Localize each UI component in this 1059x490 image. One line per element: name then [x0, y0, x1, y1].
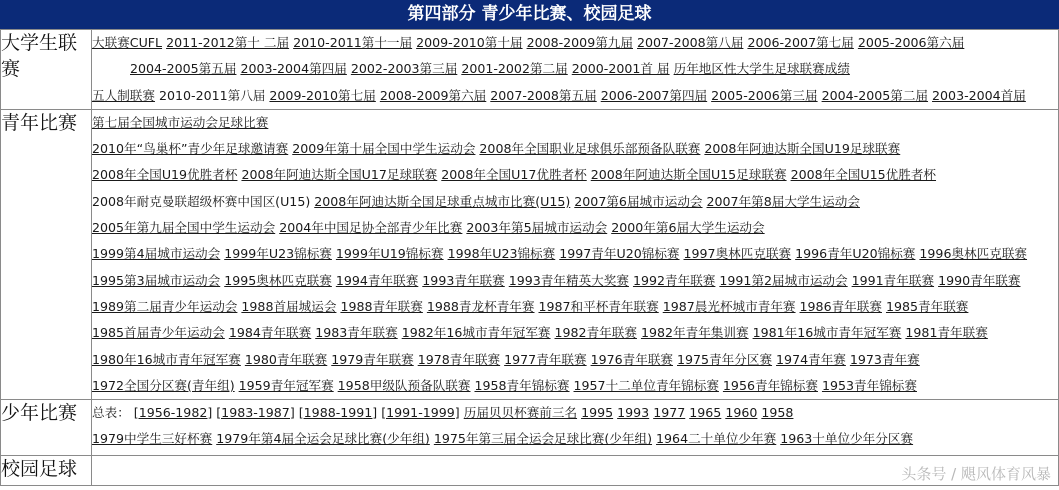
competition-link[interactable]: 1988青龙杯青年赛	[426, 298, 535, 314]
competition-link[interactable]: 1984青年联赛	[228, 325, 312, 341]
competition-link[interactable]: 1977	[653, 405, 686, 421]
section-row	[1, 400, 1059, 456]
competition-link[interactable]: 1975年第三届全运会足球比赛(少年组)	[433, 431, 653, 447]
competition-link[interactable]: 1978青年联赛	[417, 351, 501, 367]
section-banner: 第四部分 青少年比赛、校园足球	[0, 0, 1059, 29]
competition-link[interactable]: 2007-2008第八届	[637, 35, 744, 50]
competition-link[interactable]: 1988青年联赛	[340, 298, 423, 314]
competition-link[interactable]: 1992青年联赛	[632, 272, 716, 288]
competition-link[interactable]: 1990青年联赛	[938, 272, 1021, 288]
competition-link[interactable]: 2006-2007第七届	[747, 35, 854, 50]
competition-link[interactable]: 2008年全国U17优胜者杯	[441, 167, 587, 183]
competition-link[interactable]: 1972全国分区赛(青年组)	[92, 377, 235, 393]
competition-link[interactable]: 2005年第九届全国中学生运动会	[92, 220, 276, 236]
competition-link[interactable]: 1976青年联赛	[590, 351, 674, 367]
competition-link[interactable]: 2003-2004第四届	[240, 61, 347, 77]
competition-link[interactable]: 2008年全国职业足球俱乐部预备队联赛	[479, 141, 701, 157]
link-line	[92, 215, 1058, 241]
competition-link[interactable]: 2004-2005第二届	[821, 87, 929, 103]
competition-link[interactable]: 1999第4届城市运动会	[92, 246, 221, 262]
competition-link[interactable]: 1979青年联赛	[331, 351, 414, 367]
competition-link[interactable]: 1977青年联赛	[504, 351, 587, 367]
link-line	[92, 136, 1058, 162]
watermark: 头条号 / 飓风体育风暴	[901, 465, 1051, 483]
competition-link[interactable]: 1981青年联赛	[905, 325, 988, 341]
competition-link[interactable]: 2003年第5届城市运动会	[466, 220, 608, 236]
competition-link[interactable]: 1987晨光杯城市青年赛	[662, 298, 796, 314]
competition-link[interactable]: 1959青年冠军赛	[238, 377, 334, 393]
competition-link[interactable]: 1995	[581, 405, 614, 421]
competition-link[interactable]: 1981年16城市青年冠军赛	[752, 325, 902, 341]
competition-link[interactable]: [1956-1982]	[133, 405, 213, 421]
competition-link[interactable]: 2007-2008第五届	[490, 87, 597, 103]
competition-link[interactable]: 1987和平杯青年联赛	[538, 298, 659, 314]
competition-link[interactable]: 2008年阿迪达斯全国U17足球联赛	[241, 167, 438, 183]
competition-text: 2010-2011第八届	[158, 87, 266, 103]
section-row	[1, 109, 1059, 399]
competition-link[interactable]: 1957十二单位青年锦标赛	[573, 377, 719, 393]
competition-link[interactable]: 1965	[689, 405, 722, 421]
competition-link[interactable]: 1996青年U20锦标赛	[795, 246, 916, 262]
link-line	[92, 426, 1058, 452]
competition-link[interactable]: 1989第二届青少年运动会	[92, 298, 238, 314]
competition-link[interactable]: 1958	[761, 405, 794, 421]
competition-link[interactable]: 2004-2005第五届	[130, 61, 237, 77]
section-content	[92, 400, 1059, 456]
link-line	[92, 30, 1058, 56]
competition-link[interactable]: 1991第2届城市运动会	[719, 272, 848, 288]
competition-link[interactable]: 1960	[725, 405, 758, 421]
section-row	[1, 456, 1059, 486]
competition-link[interactable]: 2000-2001首 届	[571, 61, 670, 77]
competition-link[interactable]: 1963十单位少年分区赛	[780, 431, 914, 447]
competition-link[interactable]: [1988-1991]	[298, 405, 378, 421]
competition-link[interactable]: 2009-2010第七届	[269, 87, 376, 103]
competition-link[interactable]: 第七届全国城市运动会足球比赛	[92, 114, 269, 130]
competition-link[interactable]: 1991青年联赛	[851, 272, 935, 288]
competition-link[interactable]: 1953青年锦标赛	[821, 377, 917, 393]
competition-link[interactable]: 2008年全国U19优胜者杯	[92, 167, 238, 183]
competition-link[interactable]: 1979中学生三好杯赛	[92, 431, 213, 447]
competition-link[interactable]: 1982年16城市青年冠军赛	[401, 325, 551, 341]
section-row	[1, 30, 1059, 110]
link-line	[92, 347, 1058, 373]
section-label: 大学生联赛	[1, 30, 92, 110]
competition-link[interactable]: 2010年“鸟巢杯”青少年足球邀请赛	[92, 141, 289, 157]
section-content	[92, 109, 1059, 399]
competition-link[interactable]: 2008年阿迪达斯全国U19足球联赛	[704, 141, 901, 157]
competition-link[interactable]: 2006-2007第四届	[600, 87, 708, 103]
competition-link[interactable]: 2004年中国足协全部青少年比赛	[279, 220, 463, 236]
competition-link[interactable]: 1993青年精英大奖赛	[508, 272, 629, 288]
competition-link[interactable]: 2010-2011第十一届	[293, 35, 413, 50]
competition-link[interactable]: 1958甲级队预备队联赛	[337, 377, 471, 393]
section-label: 校园足球	[1, 456, 92, 486]
competition-link[interactable]: 五人制联赛	[92, 87, 155, 103]
competition-link[interactable]: 2008年全国U15优胜者杯	[790, 167, 937, 183]
competition-link[interactable]: 2003-2004首届	[932, 87, 1026, 103]
competition-text: 总表：	[92, 405, 130, 421]
link-line	[92, 294, 1058, 320]
competition-link[interactable]: 1982青年联赛	[554, 325, 637, 341]
competition-link[interactable]: 1983青年联赛	[315, 325, 398, 341]
competition-link[interactable]: 1993	[617, 405, 650, 421]
link-line	[92, 110, 1058, 136]
competition-link[interactable]: 1973青年赛	[849, 351, 920, 367]
competition-link[interactable]: 1998年U23锦标赛	[447, 246, 556, 262]
competition-link[interactable]: 1985首届青少年运动会	[92, 325, 225, 341]
competition-link[interactable]: 1993青年联赛	[422, 272, 505, 288]
competition-link[interactable]: 1988首届城运会	[241, 298, 337, 314]
competition-link[interactable]: 1997青年U20锦标赛	[559, 246, 680, 262]
competition-link[interactable]: 大联赛CUFL	[92, 35, 163, 50]
competition-link[interactable]: 2008-2009第九届	[526, 35, 633, 50]
section-content	[92, 30, 1059, 110]
competition-link[interactable]: 1997奥林匹克联赛	[683, 246, 792, 262]
competition-link[interactable]: 1995奥林匹克联赛	[224, 272, 332, 288]
competition-link[interactable]: 历年地区性大学生足球联赛成绩	[673, 61, 850, 77]
competition-link[interactable]: 2008年阿迪达斯全国足球重点城市比赛(U15)	[314, 193, 571, 209]
competition-link[interactable]: 2002-2003第三届	[350, 61, 458, 77]
competition-text: 2008年耐克曼联超级杯赛中国区(U15)	[92, 193, 311, 209]
competition-table	[0, 29, 1059, 486]
competition-link[interactable]: 1982年青年集训赛	[640, 325, 749, 341]
link-line	[92, 373, 1058, 399]
competition-link[interactable]: 2008年阿迪达斯全国U15足球联赛	[590, 167, 787, 183]
link-line	[92, 400, 1058, 426]
competition-link[interactable]: 1974青年赛	[776, 351, 846, 367]
competition-link[interactable]: 2001-2002第二届	[461, 61, 568, 77]
competition-link[interactable]: [1983-1987]	[216, 405, 295, 421]
competition-link[interactable]: 2005-2006第六届	[857, 35, 965, 50]
competition-link[interactable]: 1979年第4届全运会足球比赛(少年组)	[216, 431, 430, 447]
competition-link[interactable]: 1980年16城市青年冠军赛	[92, 351, 241, 367]
competition-link[interactable]: 1996奥林匹克联赛	[919, 246, 1028, 262]
competition-link[interactable]: 1999年U23锦标赛	[224, 246, 332, 262]
competition-link[interactable]: 1999年U19锦标赛	[335, 246, 444, 262]
link-line	[92, 268, 1058, 294]
competition-link[interactable]: 2008-2009第六届	[379, 87, 487, 103]
competition-link[interactable]: 1994青年联赛	[335, 272, 419, 288]
section-label: 少年比赛	[1, 400, 92, 456]
competition-link[interactable]: [1991-1999]	[381, 405, 460, 421]
link-line	[92, 162, 1058, 188]
competition-link[interactable]: 1980青年联赛	[244, 351, 328, 367]
competition-link[interactable]: 1958青年锦标赛	[474, 377, 570, 393]
competition-link[interactable]: 2009年第十届全国中学生运动会	[292, 141, 476, 157]
competition-link[interactable]: 2005-2006第三届	[711, 87, 818, 103]
link-line	[92, 320, 1058, 346]
link-line	[92, 83, 1058, 109]
link-line	[92, 189, 1058, 215]
competition-link[interactable]: 1975青年分区赛	[677, 351, 773, 367]
competition-link[interactable]: 1985青年联赛	[885, 298, 969, 314]
section-label: 青年比赛	[1, 109, 92, 399]
competition-link[interactable]: 2000年第6届大学生运动会	[611, 220, 765, 236]
link-line	[92, 241, 1058, 267]
link-line	[92, 56, 1058, 82]
competition-link[interactable]: 2011-2012第十 二届	[166, 35, 290, 50]
competition-link[interactable]: 2009-2010第十届	[416, 35, 523, 50]
competition-link[interactable]: 历届贝贝杯赛前三名	[463, 405, 578, 421]
competition-link[interactable]: 2007第6届城市运动会	[574, 193, 703, 209]
competition-link[interactable]: 1986青年联赛	[799, 298, 882, 314]
competition-link[interactable]: 1956青年锦标赛	[722, 377, 818, 393]
competition-link[interactable]: 1995第3届城市运动会	[92, 272, 221, 288]
competition-link[interactable]: 2007年第8届大学生运动会	[706, 193, 860, 209]
competition-link[interactable]: 1964二十单位少年赛	[656, 431, 777, 447]
